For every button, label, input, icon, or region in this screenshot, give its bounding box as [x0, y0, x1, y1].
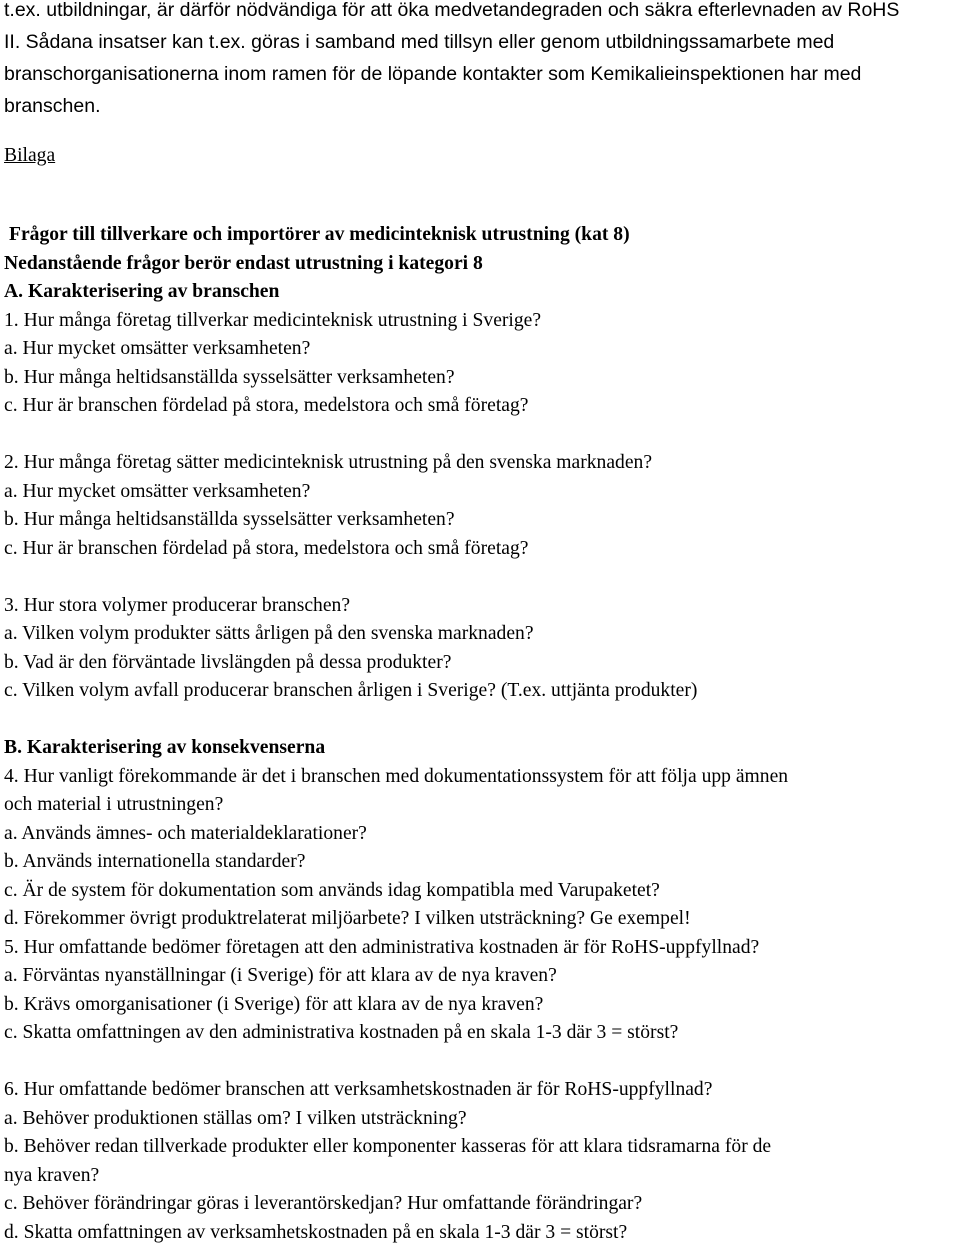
- question-4c: c. Är de system för dokumentation som används idag kompatibla med Varupaketet?: [4, 879, 660, 901]
- questionnaire-subheading: Nedanstående frågor berör endast utrustning i kategori 8: [4, 252, 483, 274]
- section-a-heading: A. Karakterisering av branschen: [4, 281, 280, 302]
- question-4-line-1: 4. Hur vanligt förekommande är det i branschen med dokumentationssystem för att följa upp ämnen: [4, 765, 789, 787]
- question-4a: a. Används ämnes- och materialdeklarationer?: [4, 822, 367, 844]
- question-4-line-2: och material i utrustningen?: [4, 794, 224, 815]
- question-1b: b. Hur många heltidsanställda sysselsätter verksamheten?: [4, 366, 455, 388]
- intro-line: branschorganisationerna inom ramen för de löpande kontakter som Kemikalieinspektionen har med: [4, 63, 862, 85]
- spacer: [4, 706, 960, 735]
- question-5c: c. Skatta omfattningen av den administrativa kostnaden på en skala 1-3 där 3 = störst?: [4, 1022, 679, 1043]
- question-3a: a. Vilken volym produkter sätts årligen på den svenska marknaden?: [4, 623, 534, 644]
- questionnaire-heading: Frågor till tillverkare och importörer av medicinteknisk utrustning (kat 8): [9, 224, 630, 245]
- question-3b: b. Vad är den förväntade livslängden på dessa produkter?: [4, 651, 452, 673]
- question-6c: c. Behöver förändringar göras i leverantörskedjan? Hur omfattande förändringar?: [4, 1193, 643, 1214]
- question-1c: c. Hur är branschen fördelad på stora, medelstora och små företag?: [4, 395, 529, 416]
- question-3c: c. Vilken volym avfall producerar branschen årligen i Sverige? (T.ex. uttjänta produkter): [4, 680, 698, 701]
- question-6: 6. Hur omfattande bedömer branschen att verksamhetskostnaden är för RoHS-uppfyllnad?: [4, 1079, 713, 1100]
- question-5: 5. Hur omfattande bedömer företagen att den administrativa kostnaden är för RoHS-uppfyllnad?: [4, 936, 760, 958]
- question-6b-line-2: nya kraven?: [4, 1164, 100, 1186]
- intro-line: t.ex. utbildningar, är därför nödvändiga för att öka medvetandegraden och säkra efterlevnaden av RoHS: [4, 0, 900, 21]
- section-b-heading: B. Karakterisering av konsekvenserna: [4, 737, 326, 758]
- question-2: 2. Hur många företag sätter medicinteknisk utrustning på den svenska marknaden?: [4, 452, 653, 473]
- spacer: [4, 421, 960, 450]
- intro-line: II. Sådana insatser kan t.ex. göras i samband med tillsyn eller genom utbildningssamarbete med: [4, 31, 835, 53]
- question-6b-line-1: b. Behöver redan tillverkade produkter eller komponenter kasseras för att klara tidsramarna för de: [4, 1136, 772, 1157]
- question-5a: a. Förväntas nyanställningar (i Sverige) för att klara av de nya kraven?: [4, 965, 557, 986]
- question-2b: b. Hur många heltidsanställda sysselsätter verksamheten?: [4, 509, 455, 530]
- question-6a: a. Behöver produktionen ställas om? I vilken utsträckning?: [4, 1107, 467, 1129]
- question-5b: b. Krävs omorganisationer (i Sverige) för att klara av de nya kraven?: [4, 993, 544, 1015]
- questionnaire: [4, 221, 960, 1246]
- question-1a: a. Hur mycket omsätter verksamheten?: [4, 338, 311, 359]
- intro-line: branschen.: [4, 95, 101, 117]
- spacer: [4, 563, 960, 592]
- question-4d: d. Förekommer övrigt produktrelaterat miljöarbete? I vilken utsträckning? Ge exempel!: [4, 908, 691, 929]
- question-2a: a. Hur mycket omsätter verksamheten?: [4, 480, 311, 502]
- question-6d: d. Skatta omfattningen av verksamhetskostnaden på en skala 1-3 där 3 = störst?: [4, 1221, 628, 1243]
- appendix-link[interactable]: Bilaga: [4, 145, 56, 166]
- intro-paragraph: [0, 0, 960, 122]
- question-4b: b. Används internationella standarder?: [4, 851, 306, 872]
- question-1: 1. Hur många företag tillverkar medicinteknisk utrustning i Sverige?: [4, 309, 542, 331]
- spacer: [4, 1048, 960, 1077]
- question-2c: c. Hur är branschen fördelad på stora, medelstora och små företag?: [4, 537, 529, 559]
- question-3: 3. Hur stora volymer producerar branschen?: [4, 594, 351, 616]
